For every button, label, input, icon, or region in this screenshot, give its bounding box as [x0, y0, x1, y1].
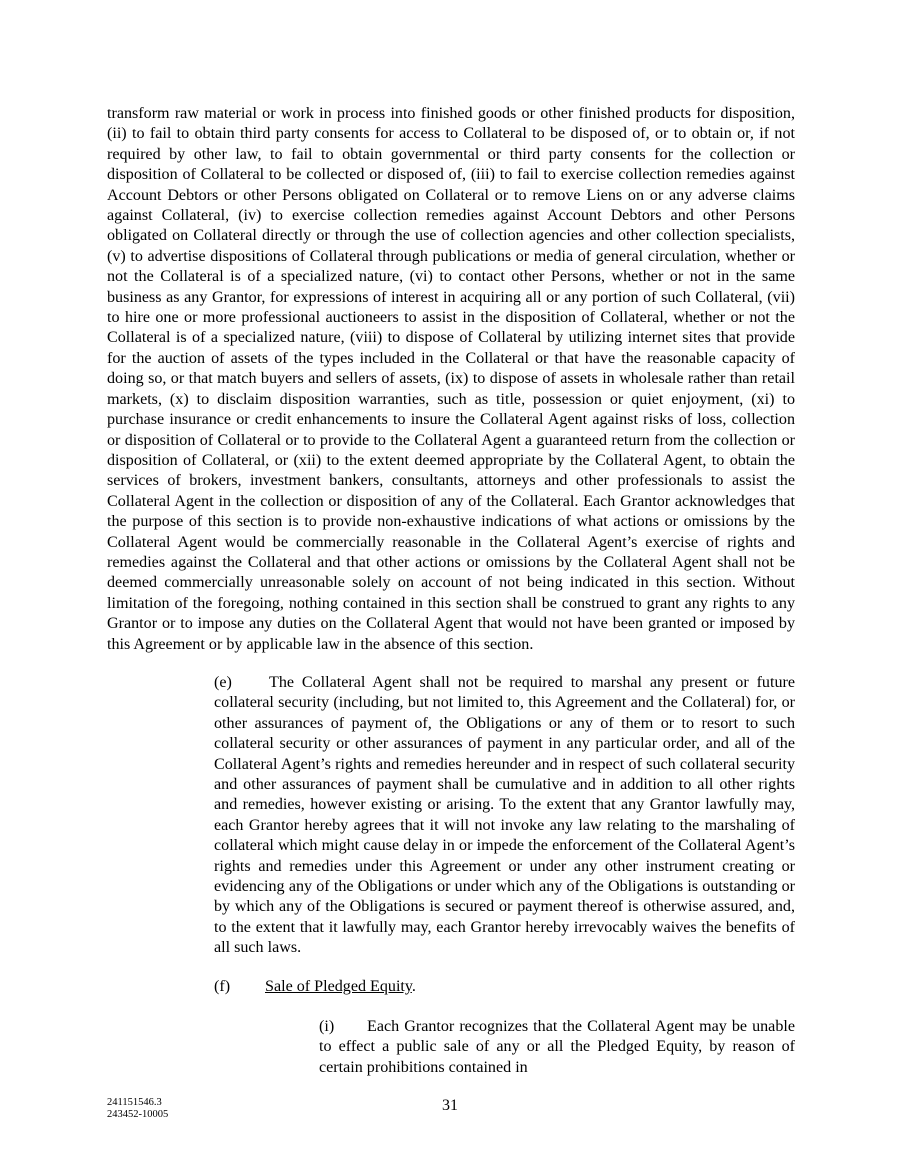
footer-doc-id-1: 241151546.3: [107, 1097, 162, 1108]
paragraph-i-text: Each Grantor recognizes that the Collateral Agent may be unable to effect a public sale of any or all the Pledged Equity, by reason of certain prohibitions contained in: [319, 1018, 795, 1076]
paragraph-continuation: transform raw material or work in process into finished goods or other finished products for disposition, (ii) to fail to obtain third party consents for access to Collateral to be disposed of, or to obtain or, if not required by other law, to fail to obtain governmental or third party consents for the collection or disposition of Collateral to be collected or disposed of, (iii) to fail to exercise collection remedies against Account Debtors or other Persons obligated on Collateral or to remove Liens on or any adverse claims against Collateral, (iv) to exercise collection remedies against Account Debtors and other Persons obligated on Collateral directly or through the use of collection agencies and other collection specialists, (v) to advertise dispositions of Collateral through publications or media of general circulation, whether or not the Collateral is of a specialized nature, (vi) to contact other Persons, whether or not in the same business as any Grantor, for expressions of interest in acquiring all or any portion of such Collateral, (vii) to hire one or more professional auctioneers to assist in the disposition of Collateral, whether or not the Collateral is of a specialized nature, (viii) to dispose of Collateral by utilizing internet sites that provide for the auction of assets of the types included in the Collateral or that have the reasonable capacity of doing so, or that match buyers and sellers of assets, (ix) to dispose of assets in wholesale rather than retail markets, (x) to disclaim disposition warranties, such as title, possession or quiet enjoyment, (xi) to purchase insurance or credit enhancements to insure the Collateral Agent against risks of loss, collection or disposition of Collateral or to provide to the Collateral Agent a guaranteed return from the collection or disposition of Collateral, or (xii) to the extent deemed appropriate by the Collateral Agent, to obtain the services of brokers, investment bankers, consultants, attorneys and other professionals to assist the Collateral Agent in the collection or disposition of any of the Collateral. Each Grantor acknowledges that the purpose of this section is to provide non-exhaustive indications of what actions or omissions by the Collateral Agent would be commercially reasonable in the Collateral Agent’s exercise of rights and remedies against the Collateral and that other actions or omissions by the Collateral Agent shall not be deemed commercially unreasonable solely on account of not being indicated in this section. Without limitation of the foregoing, nothing contained in this section shall be construed to grant any rights to any Grantor or to impose any duties on the Collateral Agent that would not have been granted or imposed by this Agreement or by applicable law in the absence of this section.: [107, 105, 795, 653]
footer-doc-id-2: 243452-10005: [107, 1109, 169, 1120]
paragraph-e: [107, 673, 795, 959]
paragraph-i: [107, 1017, 795, 1078]
section-f-heading: [107, 977, 795, 997]
page-number: 31: [442, 1097, 458, 1114]
section-f-label: (f): [214, 977, 231, 995]
document-body: [107, 104, 795, 1078]
section-f-period: .: [411, 977, 416, 995]
paragraph-e-label: (e): [214, 673, 232, 691]
paragraph-i-label: (i): [319, 1018, 335, 1036]
section-f-title: Sale of Pledged Equity: [265, 977, 412, 995]
paragraph-e-text: The Collateral Agent shall not be required to marshal any present or future collateral security (including, but not limited to, this Agreement and the Collateral) for, or other assurances of payment of, the Obligations or any of them or to resort to such collateral security or other assurances of payment in any particular order, and all of the Collateral Agent’s rights and remedies hereunder and in respect of such collateral security and other assurances of payment shall be cumulative and in addition to all other rights and remedies, however existing or arising. To the extent that any Grantor lawfully may, each Grantor hereby agrees that it will not invoke any law relating to the marshaling of collateral which might cause delay in or impede the enforcement of the Collateral Agent’s rights and remedies under this Agreement or under any other instrument creating or evidencing any of the Obligations or under which any of the Obligations is outstanding or by which any of the Obligations is secured or payment thereof is otherwise assured, and, to the extent that it lawfully may, each Grantor hereby irrevocably waives the benefits of all such laws.: [214, 673, 795, 957]
